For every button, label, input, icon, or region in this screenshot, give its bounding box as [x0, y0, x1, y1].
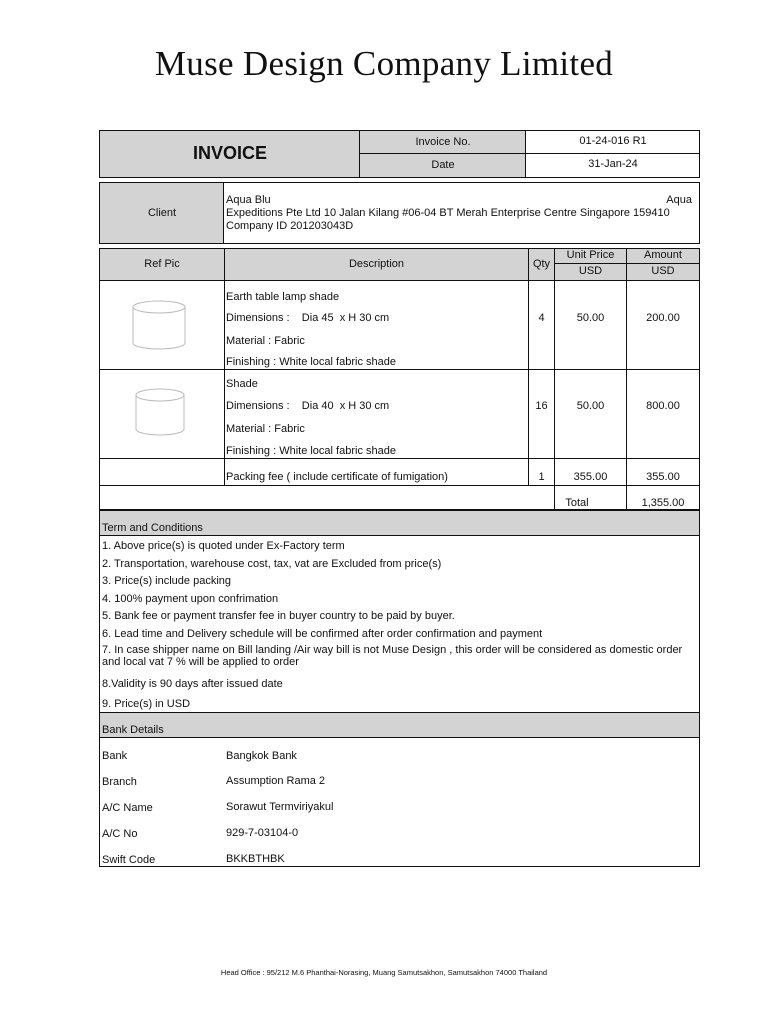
swift-code-value: BKKBTHBK [226, 853, 285, 865]
item-3-qty: 1 [538, 471, 545, 483]
account-no-value: 929-7-03104-0 [226, 827, 299, 839]
branch-value: Assumption Rama 2 [226, 775, 326, 787]
bank-heading: Bank Details [102, 724, 164, 736]
client-block [99, 182, 700, 244]
terms-block [99, 510, 700, 713]
term-1: 1. Above price(s) is quoted under Ex-Factory term [102, 540, 345, 552]
term-8: 8.Validity is 90 days after issued date [102, 678, 283, 690]
bank-value: Bangkok Bank [226, 750, 297, 762]
item-1-line-4: Finishing : White local fabric shade [226, 356, 396, 368]
term-9: 9. Price(s) in USD [102, 698, 191, 710]
swift-code-label: Swift Code [102, 854, 156, 866]
account-name-label: A/C Name [102, 802, 153, 814]
amount-currency: USD [651, 265, 675, 277]
item-2-amount: 800.00 [646, 400, 680, 412]
term-2: 2. Transportation, warehouse cost, tax, vat are Excluded from price(s) [102, 558, 442, 570]
unit-price-header: Unit Price [566, 249, 615, 261]
item-3-amount: 355.00 [646, 471, 680, 483]
client-line-3: Company ID 201203043D [226, 220, 354, 232]
item-3-line-1: Packing fee ( include certificate of fumigation) [226, 471, 448, 483]
bank-label: Bank [102, 750, 128, 762]
total-label: Total [565, 497, 589, 509]
company-name: Muse Design Company Limited [154, 44, 614, 83]
invoice-title: INVOICE [192, 143, 267, 163]
branch-label: Branch [102, 776, 137, 788]
lamp-shade-icon [133, 387, 187, 442]
qty-header: Qty [532, 258, 551, 270]
unit-price-currency: USD [578, 265, 603, 277]
term-4: 4. 100% payment upon confrimation [102, 593, 279, 605]
amount-header: Amount [644, 249, 682, 261]
items-table [99, 248, 700, 510]
lamp-shade-icon [130, 299, 188, 356]
bank-details-block [99, 712, 700, 867]
invoice-no-label: Invoice No. [415, 136, 471, 148]
date-label: Date [431, 159, 455, 171]
item-2-line-2: Dimensions : Dia 40 x H 30 cm [226, 400, 390, 412]
item-1-qty: 4 [538, 312, 545, 324]
item-3-unit-price: 355.00 [573, 471, 608, 483]
term-3: 3. Price(s) include packing [102, 575, 232, 587]
client-line-2: Expeditions Pte Ltd 10 Jalan Kilang #06-04 BT Merah Enterprise Centre Singapore 159410 [226, 207, 670, 219]
description-header: Description [348, 258, 405, 270]
date-value: 31-Jan-24 [588, 158, 638, 170]
ref-pic-header: Ref Pic [144, 258, 180, 270]
item-2-line-1: Shade [226, 378, 258, 390]
account-name-value: Sorawut Termviriyakul [226, 801, 334, 813]
bank-heading-cell [100, 713, 699, 737]
item-1-unit-price: 50.00 [576, 312, 605, 324]
invoice-header [99, 130, 700, 178]
term-5: 5. Bank fee or payment transfer fee in buyer country to be paid by buyer. [102, 610, 455, 622]
account-no-label: A/C No [102, 828, 138, 840]
item-2-line-3: Material : Fabric [226, 423, 305, 435]
client-line-1-right: Aqua [666, 194, 692, 206]
item-1-line-2: Dimensions : Dia 45 x H 30 cm [226, 312, 390, 324]
item-1-line-3: Material : Fabric [226, 335, 305, 347]
term-7-continued: and local vat 7 % will be applied to order [102, 656, 299, 668]
term-7: 7. In case shipper name on Bill landing /Air way bill is not Muse Design , this order will be considered as domestic order [102, 644, 683, 656]
item-2-unit-price: 50.00 [576, 400, 605, 412]
invoice-no-value: 01-24-016 R1 [579, 135, 647, 147]
total-value: 1,355.00 [641, 497, 685, 509]
client-label: Client [147, 207, 177, 219]
footer-address: Head Office : 95/212 M.6 Phanthai-Norasing, Muang Samutsakhon, Samutsakhon 74000 Thailand [220, 968, 548, 977]
item-1-line-1: Earth table lamp shade [226, 291, 340, 303]
term-6: 6. Lead time and Delivery schedule will be confirmed after order confirmation and payment [102, 628, 543, 640]
terms-heading: Term and Conditions [102, 522, 203, 534]
client-line-1-left: Aqua Blu [226, 194, 271, 206]
item-1-amount: 200.00 [646, 312, 680, 324]
item-2-qty: 16 [535, 400, 548, 412]
item-2-line-4: Finishing : White local fabric shade [226, 445, 396, 457]
